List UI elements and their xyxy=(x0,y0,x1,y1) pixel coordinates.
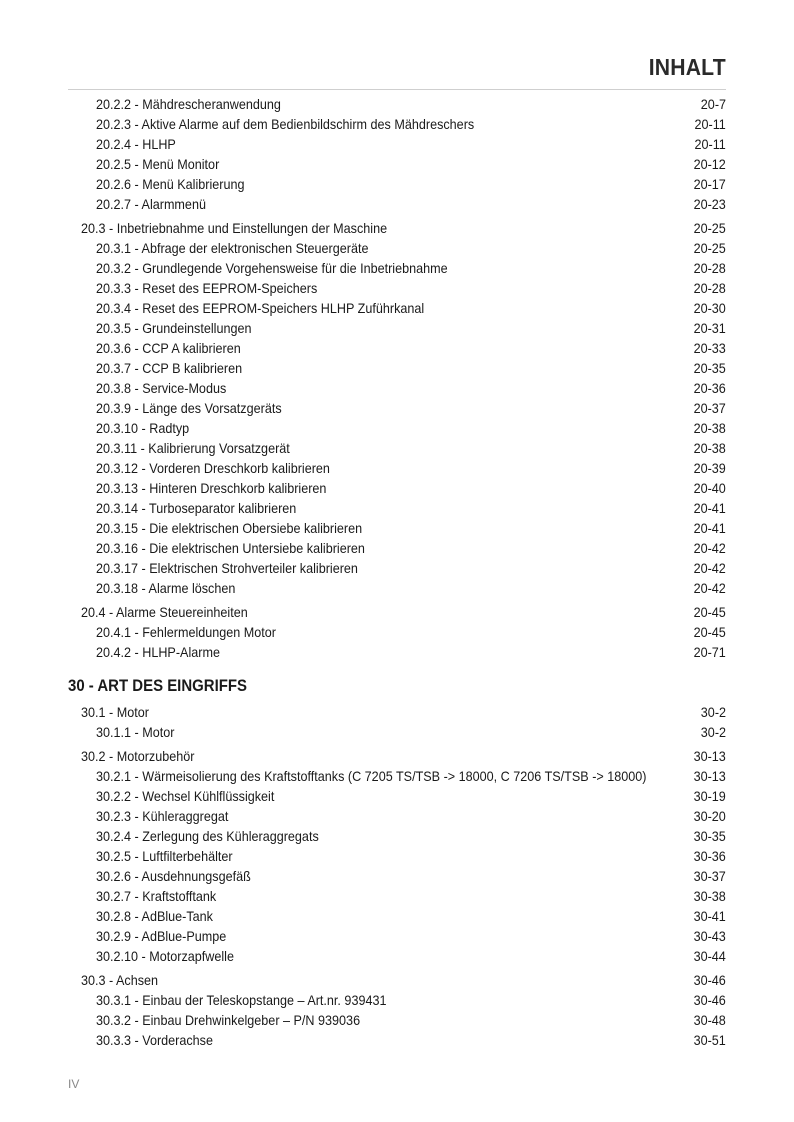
toc-entry-page: 20-25 xyxy=(693,220,726,236)
toc-entry-page: 20-42 xyxy=(693,580,726,596)
toc-chapter-heading xyxy=(0,674,794,698)
toc-section-entry[interactable] xyxy=(0,702,794,722)
toc-subsection-entry[interactable] xyxy=(0,946,794,966)
toc-entry-page: 30-43 xyxy=(693,928,726,944)
toc-subsection-entry[interactable] xyxy=(0,766,794,786)
toc-entry-page: 30-38 xyxy=(693,888,726,904)
toc-entry-title: 20.3.2 - Grundlegende Vorgehensweise für die Inbetriebnahme xyxy=(96,260,448,276)
toc-entry-page: 20-42 xyxy=(693,540,726,556)
toc-entry-page: 30-51 xyxy=(693,1032,726,1048)
toc-entry-title: 30.3.1 - Einbau der Teleskopstange – Art.nr. 939431 xyxy=(96,992,387,1008)
toc-entry-page: 30-44 xyxy=(693,948,726,964)
toc-entry-page: 20-71 xyxy=(693,644,726,660)
toc-subsection-entry[interactable] xyxy=(0,826,794,846)
toc-subsection-entry[interactable] xyxy=(0,1030,794,1050)
toc-subsection-entry[interactable] xyxy=(0,398,794,418)
toc-entry-title: 30.2.3 - Kühleraggregat xyxy=(96,808,229,824)
toc-entry-page: 20-41 xyxy=(693,500,726,516)
toc-entry-title: 30.2.4 - Zerlegung des Kühleraggregats xyxy=(96,828,319,844)
toc-subsection-entry[interactable] xyxy=(0,926,794,946)
toc-entry-page: 20-45 xyxy=(693,624,726,640)
toc-entry-page: 20-38 xyxy=(693,440,726,456)
toc-entry-page: 30-2 xyxy=(700,724,726,740)
toc-entry-title: 20.3.13 - Hinteren Dreschkorb kalibrieren xyxy=(96,480,327,496)
toc-entry-title: 20.2.6 - Menü Kalibrierung xyxy=(96,176,245,192)
toc-entry-title: 20.3.4 - Reset des EEPROM-Speichers HLHP Zuführkanal xyxy=(96,300,425,316)
toc-entry-page: 30-20 xyxy=(693,808,726,824)
toc-entry-page: 20-23 xyxy=(693,196,726,212)
toc-subsection-entry[interactable] xyxy=(0,238,794,258)
toc-entry-page: 20-38 xyxy=(693,420,726,436)
toc-subsection-entry[interactable] xyxy=(0,1010,794,1030)
toc-entry-page: 20-45 xyxy=(693,604,726,620)
toc-subsection-entry[interactable] xyxy=(0,518,794,538)
toc-entry-page: 20-40 xyxy=(693,480,726,496)
toc-section-entry[interactable] xyxy=(0,602,794,622)
toc-subsection-entry[interactable] xyxy=(0,154,794,174)
toc-entry-page: 30-19 xyxy=(693,788,726,804)
toc-subsection-entry[interactable] xyxy=(0,722,794,742)
toc-entry-title: 20.3.11 - Kalibrierung Vorsatzgerät xyxy=(96,440,290,456)
toc-entry-page: 20-7 xyxy=(700,96,726,112)
toc-subsection-entry[interactable] xyxy=(0,418,794,438)
toc-subsection-entry[interactable] xyxy=(0,134,794,154)
toc-entry-page: 30-2 xyxy=(700,704,726,720)
toc-entry-title: 20.3.16 - Die elektrischen Untersiebe kalibrieren xyxy=(96,540,365,556)
toc-entry-page: 30-46 xyxy=(693,992,726,1008)
toc-subsection-entry[interactable] xyxy=(0,258,794,278)
toc-subsection-entry[interactable] xyxy=(0,438,794,458)
toc-entry-page: 20-37 xyxy=(693,400,726,416)
page-number: IV xyxy=(68,1077,80,1091)
toc-section-entry[interactable] xyxy=(0,746,794,766)
toc-subsection-entry[interactable] xyxy=(0,114,794,134)
toc-entry-page: 20-11 xyxy=(694,116,726,132)
toc-entry-page: 30-13 xyxy=(693,768,726,784)
toc-entry-title: 20.2.7 - Alarmmenü xyxy=(96,196,206,212)
toc-entry-title: 20.3.5 - Grundeinstellungen xyxy=(96,320,252,336)
toc-entry-title: 20.3.7 - CCP B kalibrieren xyxy=(96,360,243,376)
toc-subsection-entry[interactable] xyxy=(0,846,794,866)
toc-subsection-entry[interactable] xyxy=(0,786,794,806)
toc-entry-title: 20.3.1 - Abfrage der elektronischen Steuergeräte xyxy=(96,240,369,256)
toc-entry-title: 20.3 - Inbetriebnahme und Einstellungen der Maschine xyxy=(81,220,388,236)
toc-entry-title: 20.3.15 - Die elektrischen Obersiebe kalibrieren xyxy=(96,520,363,536)
toc-subsection-entry[interactable] xyxy=(0,194,794,214)
toc-entry-title: 30.2.10 - Motorzapfwelle xyxy=(96,948,234,964)
toc-subsection-entry[interactable] xyxy=(0,278,794,298)
toc-subsection-entry[interactable] xyxy=(0,358,794,378)
toc-entry-page: 30-48 xyxy=(693,1012,726,1028)
toc-subsection-entry[interactable] xyxy=(0,538,794,558)
toc-entry-page: 20-11 xyxy=(694,136,726,152)
toc-subsection-entry[interactable] xyxy=(0,94,794,114)
toc-entry-page: 30-46 xyxy=(693,972,726,988)
toc-entry-title: 20.2.5 - Menü Monitor xyxy=(96,156,220,172)
toc-entry-title: 20.3.18 - Alarme löschen xyxy=(96,580,236,596)
toc-entry-page: 30-35 xyxy=(693,828,726,844)
toc-entry-title: 30.2.7 - Kraftstofftank xyxy=(96,888,217,904)
toc-entry-title: 30.1 - Motor xyxy=(81,704,149,720)
toc-subsection-entry[interactable] xyxy=(0,498,794,518)
toc-entry-page: 20-36 xyxy=(693,380,726,396)
toc-entry-page: 20-28 xyxy=(693,260,726,276)
toc-subsection-entry[interactable] xyxy=(0,174,794,194)
toc-entry-page: 30-41 xyxy=(693,908,726,924)
toc-entry-page: 30-36 xyxy=(693,848,726,864)
toc-subsection-entry[interactable] xyxy=(0,886,794,906)
toc-entry-page: 20-28 xyxy=(693,280,726,296)
toc-entry-title: 20.4.1 - Fehlermeldungen Motor xyxy=(96,624,276,640)
toc-chapter-title: 30 - ART DES EINGRIFFS xyxy=(68,676,247,695)
toc-subsection-entry[interactable] xyxy=(0,578,794,598)
toc-entry-title: 30.3.2 - Einbau Drehwinkelgeber – P/N 939036 xyxy=(96,1012,361,1028)
toc-entry-title: 20.3.10 - Radtyp xyxy=(96,420,190,436)
toc-entry-title: 20.4.2 - HLHP-Alarme xyxy=(96,644,220,660)
toc-entry-title: 30.2.6 - Ausdehnungsgefäß xyxy=(96,868,251,884)
toc-entry-title: 20.2.4 - HLHP xyxy=(96,136,176,152)
toc-subsection-entry[interactable] xyxy=(0,806,794,826)
toc-entry-title: 30.1.1 - Motor xyxy=(96,724,175,740)
toc-subsection-entry[interactable] xyxy=(0,558,794,578)
toc-subsection-entry[interactable] xyxy=(0,458,794,478)
toc-subsection-entry[interactable] xyxy=(0,906,794,926)
toc-subsection-entry[interactable] xyxy=(0,990,794,1010)
toc-entry-title: 20.3.8 - Service-Modus xyxy=(96,380,227,396)
toc-entry-page: 20-33 xyxy=(693,340,726,356)
toc-entry-title: 30.2.2 - Wechsel Kühlflüssigkeit xyxy=(96,788,275,804)
toc-entry-title: 30.2.5 - Luftfilterbehälter xyxy=(96,848,233,864)
toc-subsection-entry[interactable] xyxy=(0,338,794,358)
toc-entry-page: 20-17 xyxy=(693,176,726,192)
toc-entry-title: 20.2.2 - Mähdrescheranwendung xyxy=(96,96,281,112)
toc-entry-title: 30.2.9 - AdBlue-Pumpe xyxy=(96,928,227,944)
toc-subsection-entry[interactable] xyxy=(0,318,794,338)
table-of-contents xyxy=(0,94,794,1050)
toc-entry-page: 20-12 xyxy=(693,156,726,172)
toc-entry-title: 20.3.6 - CCP A kalibrieren xyxy=(96,340,241,356)
toc-entry-title: 30.3.3 - Vorderachse xyxy=(96,1032,213,1048)
header-divider xyxy=(68,89,726,90)
toc-section-entry[interactable] xyxy=(0,218,794,238)
toc-subsection-entry[interactable] xyxy=(0,866,794,886)
toc-entry-page: 30-13 xyxy=(693,748,726,764)
toc-subsection-entry[interactable] xyxy=(0,622,794,642)
toc-entry-title: 30.2.8 - AdBlue-Tank xyxy=(96,908,213,924)
toc-subsection-entry[interactable] xyxy=(0,478,794,498)
toc-entry-title: 20.3.3 - Reset des EEPROM-Speichers xyxy=(96,280,318,296)
toc-entry-page: 20-41 xyxy=(693,520,726,536)
toc-entry-title: 20.3.9 - Länge des Vorsatzgeräts xyxy=(96,400,282,416)
toc-entry-title: 30.3 - Achsen xyxy=(81,972,159,988)
toc-entry-page: 20-42 xyxy=(693,560,726,576)
toc-entry-page: 20-39 xyxy=(693,460,726,476)
toc-entry-page: 20-25 xyxy=(693,240,726,256)
toc-entry-title: 20.4 - Alarme Steuereinheiten xyxy=(81,604,248,620)
toc-subsection-entry[interactable] xyxy=(0,378,794,398)
toc-section-entry[interactable] xyxy=(0,970,794,990)
toc-entry-page: 20-30 xyxy=(693,300,726,316)
page-title: INHALT xyxy=(648,54,726,80)
toc-entry-title: 20.3.17 - Elektrischen Strohverteiler kalibrieren xyxy=(96,560,358,576)
toc-subsection-entry[interactable] xyxy=(0,298,794,318)
toc-entry-title: 30.2.1 - Wärmeisolierung des Kraftstofftanks (C 7205 TS/TSB -> 18000, C 7206 TS/TSB -> 18000) xyxy=(96,768,647,784)
toc-entry-page: 30-37 xyxy=(693,868,726,884)
toc-entry-title: 20.2.3 - Aktive Alarme auf dem Bedienbildschirm des Mähdreschers xyxy=(96,116,475,132)
toc-subsection-entry[interactable] xyxy=(0,642,794,662)
toc-entry-title: 20.3.12 - Vorderen Dreschkorb kalibrieren xyxy=(96,460,330,476)
toc-entry-title: 20.3.14 - Turboseparator kalibrieren xyxy=(96,500,297,516)
toc-entry-page: 20-35 xyxy=(693,360,726,376)
toc-entry-page: 20-31 xyxy=(693,320,726,336)
toc-entry-title: 30.2 - Motorzubehör xyxy=(81,748,195,764)
